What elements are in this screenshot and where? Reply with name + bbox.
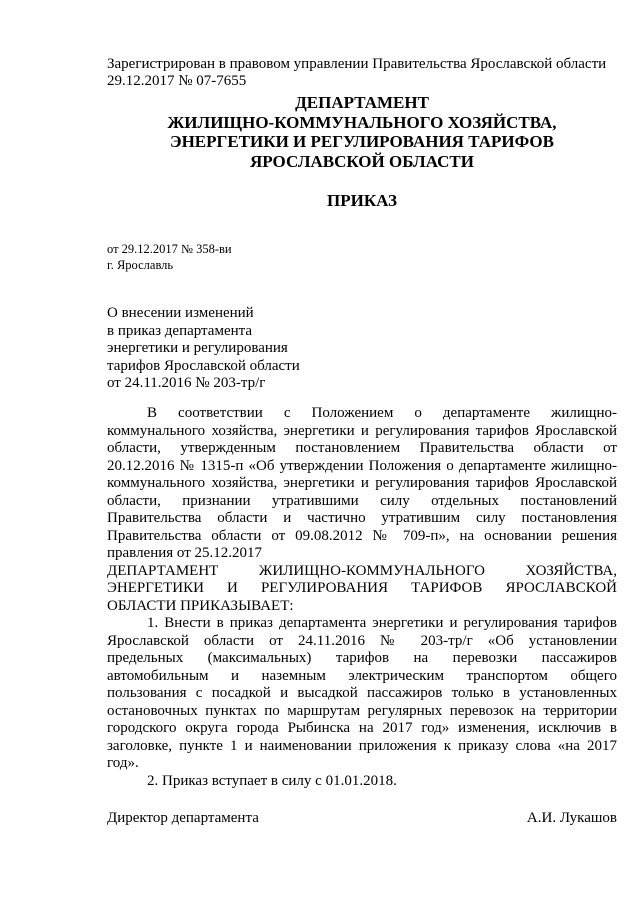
orders-line: ОБЛАСТИ ПРИКАЗЫВАЕТ: bbox=[107, 597, 294, 614]
order-subject bbox=[107, 305, 300, 393]
item1-line: предельных (максимальных) тарифов на перевозки пассажиров bbox=[107, 650, 617, 666]
subject-line: О внесении изменений bbox=[107, 305, 254, 321]
item1-line: пользования с посадкой и высадкой пассажиров только в установленных bbox=[107, 685, 617, 701]
preamble-line: В соответствии с Положением о департаменте жилищно- bbox=[147, 405, 617, 421]
department-heading-line: ЭНЕРГЕТИКИ И РЕГУЛИРОВАНИЯ ТАРИФОВ bbox=[170, 132, 554, 151]
registration-number: 29.12.2017 № 07-7655 bbox=[107, 73, 247, 89]
department-heading-line: ЯРОСЛАВСКОЙ ОБЛАСТИ bbox=[250, 151, 474, 171]
order-place: г. Ярославль bbox=[107, 258, 174, 272]
registration-line: Зарегистрирован в правовом управлении Правительства Ярославской области bbox=[107, 56, 607, 72]
subject-line: тарифов Ярославской области bbox=[107, 357, 300, 374]
item1-line: остановочных пунктах по маршрутам регулярных перевозок на территории bbox=[107, 702, 617, 719]
orders-line: ДЕПАРТАМЕНТ ЖИЛИЩНО-КОММУНАЛЬНОГО ХОЗЯЙСТВА, bbox=[107, 562, 617, 579]
department-heading bbox=[107, 93, 617, 171]
item1-line: автомобильным и наземным электрическим транспортом общего bbox=[107, 667, 617, 684]
preamble-line: коммунального хозяйства, энергетики и регулирования тарифов Ярославской bbox=[107, 475, 617, 491]
item1-line: городского округа города Рыбинска на 2017 год» изменения, исключив в bbox=[107, 720, 617, 736]
registration-note bbox=[107, 56, 617, 90]
preamble-line: области, признании утратившими силу отдельных постановлений bbox=[107, 492, 617, 509]
preamble-line: области, утвержденным постановлением Правительства области от bbox=[107, 440, 617, 456]
signatory-title: Директор департамента bbox=[107, 810, 259, 826]
orders-line: ЭНЕРГЕТИКИ И РЕГУЛИРОВАНИЯ ТАРИФОВ ЯРОСЛАВСКОЙ bbox=[107, 580, 617, 596]
signature-block bbox=[107, 810, 617, 827]
department-heading-line: ЖИЛИЩНО-КОММУНАЛЬНОГО ХОЗЯЙСТВА, bbox=[167, 112, 557, 132]
item2-line: 2. Приказ вступает в силу с 01.01.2018. bbox=[147, 772, 397, 789]
item1-line: Ярославской области от 24.11.2016 № 203-тр/г «Об установлении bbox=[107, 632, 617, 649]
subject-line: от 24.11.2016 № 203-тр/г bbox=[107, 375, 266, 391]
preamble-line: Правительства области и частично утратившим силу постановления bbox=[107, 510, 617, 526]
order-date-number: от 29.12.2017 № 358-ви bbox=[107, 242, 232, 256]
preamble-line: правления от 25.12.2017 bbox=[107, 545, 263, 561]
preamble-line: Правительства области от 09.08.2012 № 709-п», на основании решения bbox=[107, 527, 617, 544]
subject-line: энергетики и регулирования bbox=[107, 340, 288, 356]
item1-line: год». bbox=[107, 755, 139, 771]
item1-line: заголовке, пункте 1 и наименовании приложения к приказу слова «на 2017 bbox=[107, 737, 617, 754]
order-body bbox=[107, 405, 617, 790]
preamble-line: коммунального хозяйства, энергетики и регулирования тарифов Ярославской bbox=[107, 422, 617, 439]
document-type: ПРИКАЗ bbox=[327, 191, 397, 210]
subject-line: в приказ департамента bbox=[107, 322, 253, 339]
item1-line: 1. Внести в приказ департамента энергетики и регулирования тарифов bbox=[147, 615, 617, 631]
date-and-place bbox=[107, 241, 232, 273]
preamble-line: 20.12.2016 № 1315-п «Об утверждении Положения о департаменте жилищно- bbox=[107, 457, 617, 474]
department-heading-line: ДЕПАРТАМЕНТ bbox=[295, 93, 429, 112]
signatory-name: А.И. Лукашов bbox=[526, 810, 617, 826]
